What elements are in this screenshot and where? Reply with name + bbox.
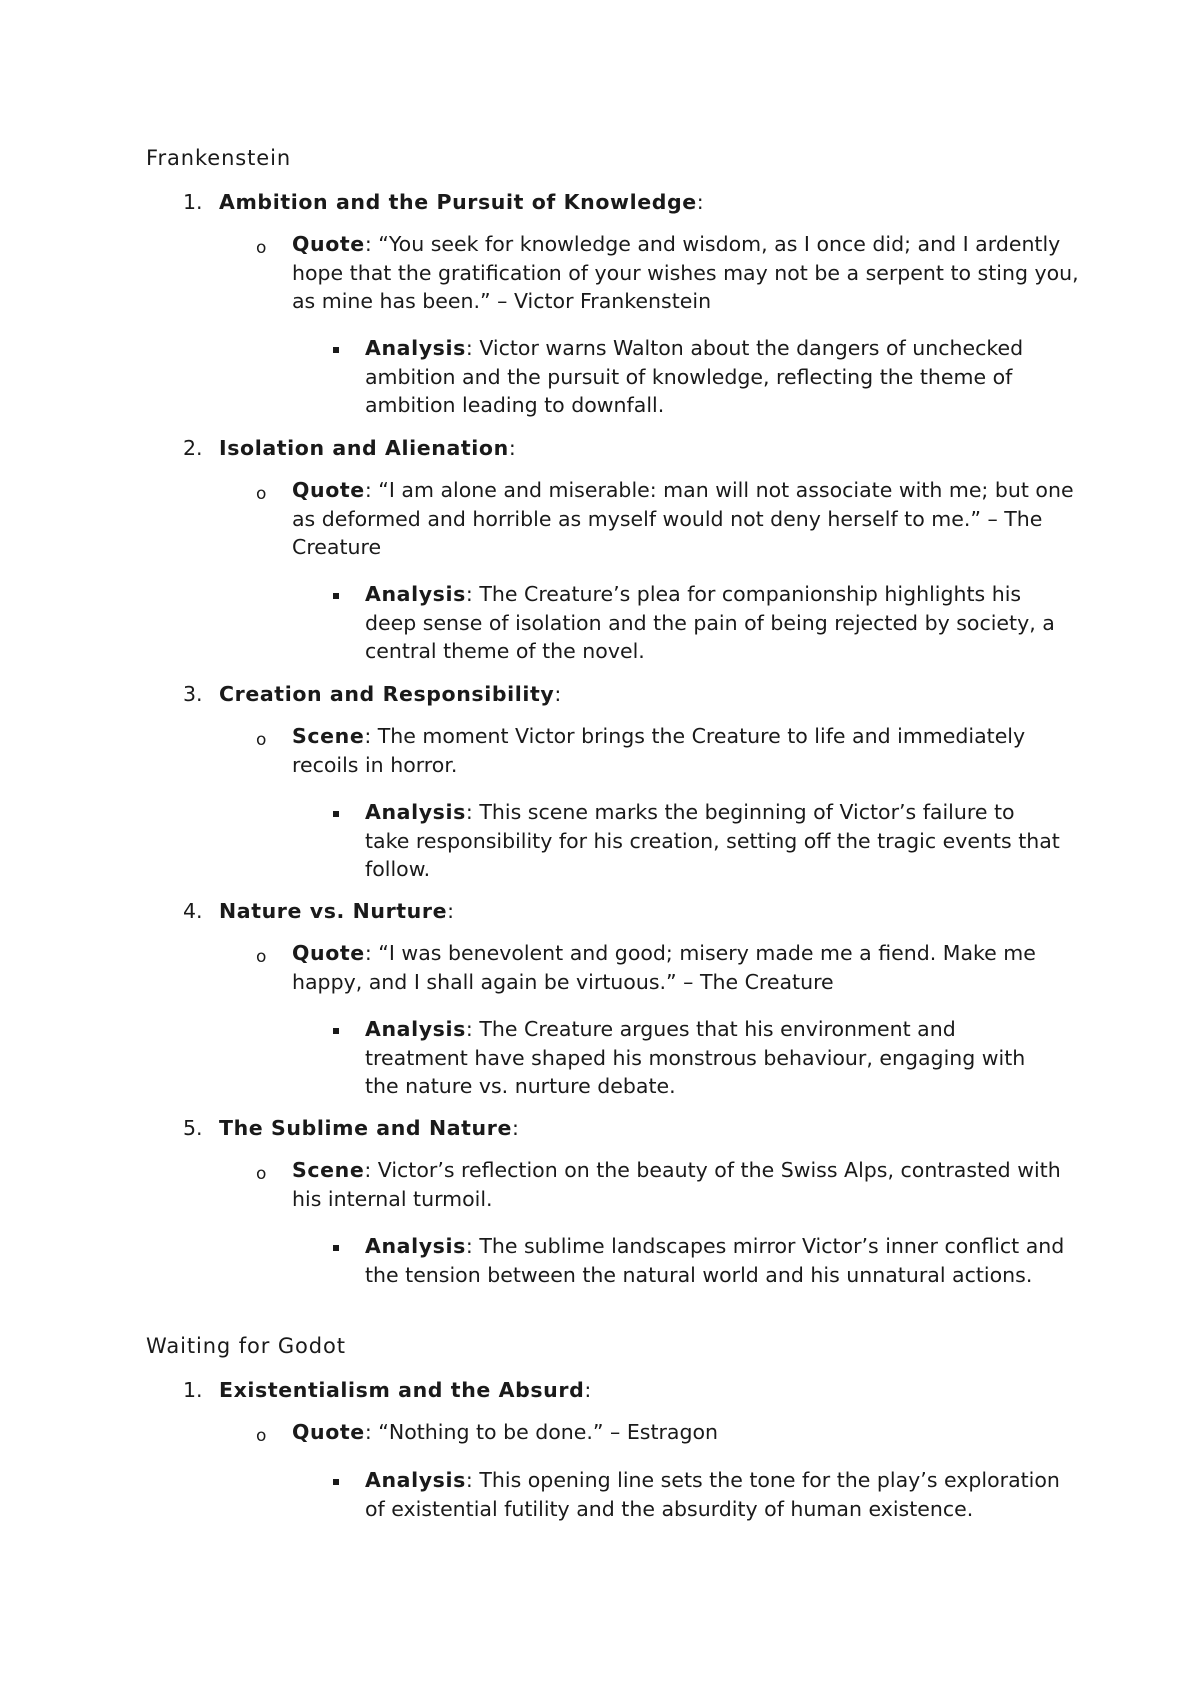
quote-text: “I am alone and miserable: man will not associate with me; but one as deformed and horrible as myself would not deny herself to me.” – The Creature [292,478,1074,559]
item-title: The Sublime and Nature [219,1116,512,1140]
scene-block: Scene: The moment Victor brings the Creature to life and immediately recoils in horror. [292,724,1026,777]
item-heading: 5. The Sublime and Nature: [183,1116,519,1140]
analysis-label: Analysis [365,1017,466,1041]
scene-label: Scene [292,1158,365,1182]
item-title: Creation and Responsibility [219,682,555,706]
quote-label: Quote [292,232,365,256]
circle-bullet-icon: o [256,1164,267,1184]
quote-text: “Nothing to be done.” – Estragon [378,1420,719,1444]
quote-label: Quote [292,478,365,502]
analysis-block: Analysis: Victor warns Walton about the dangers of unchecked ambition and the pursuit of knowledge, reflecting the theme of ambition leading to downfall. [365,336,1024,417]
square-bullet-icon [333,811,339,817]
analysis-label: Analysis [365,1468,466,1492]
analysis-block: Analysis: The sublime landscapes mirror Victor’s inner conflict and the tension between the natural world and his unnatural actions. [365,1234,1065,1287]
square-bullet-icon [333,1028,339,1034]
analysis-text: This scene marks the beginning of Victor’s failure to take responsibility for his creation, setting off the tragic events that follow. [365,800,1060,881]
item-number: 4. [183,899,203,923]
analysis-label: Analysis [365,582,466,606]
analysis-text: The Creature’s plea for companionship highlights his deep sense of isolation and the pain of being rejected by society, a central theme of the novel. [365,582,1055,663]
circle-bullet-icon: o [256,484,267,504]
scene-text: Victor’s reflection on the beauty of the Swiss Alps, contrasted with his internal turmoil. [292,1158,1061,1211]
quote-block: Quote: “I am alone and miserable: man will not associate with me; but one as deformed and horrible as myself would not deny herself to me.” – The Creature [292,478,1074,559]
circle-bullet-icon: o [256,1426,267,1446]
quote-block: Quote: “You seek for knowledge and wisdom, as I once did; and I ardently hope that the gratification of your wishes may not be a serpent to sting you, as mine has been.” – Victor Frankenstein [292,232,1079,313]
section-title: Frankenstein [146,146,292,170]
analysis-block: Analysis: The Creature argues that his environment and treatment have shaped his monstrous behaviour, engaging with the nature vs. nurture debate. [365,1017,1026,1098]
quote-text: “I was benevolent and good; misery made me a fiend. Make me happy, and I shall again be virtuous.” – The Creature [292,941,1036,994]
quote-block: Quote: “Nothing to be done.” – Estragon [292,1420,719,1444]
item-heading: 2. Isolation and Alienation: [183,436,516,460]
quote-block: Quote: “I was benevolent and good; misery made me a fiend. Make me happy, and I shall again be virtuous.” – The Creature [292,941,1036,994]
analysis-block: Analysis: The Creature’s plea for companionship highlights his deep sense of isolation and the pain of being rejected by society, a central theme of the novel. [365,582,1055,663]
item-number: 5. [183,1116,203,1140]
analysis-block: Analysis: This scene marks the beginning of Victor’s failure to take responsibility for his creation, setting off the tragic events that follow. [365,800,1060,881]
analysis-label: Analysis [365,800,466,824]
analysis-text: The Creature argues that his environment and treatment have shaped his monstrous behaviour, engaging with the nature vs. nurture debate. [365,1017,1026,1098]
analysis-text: This opening line sets the tone for the play’s exploration of existential futility and the absurdity of human existence. [365,1468,1060,1521]
item-heading: 4. Nature vs. Nurture: [183,899,455,923]
square-bullet-icon [333,593,339,599]
item-heading: 1. Existentialism and the Absurd: [183,1378,592,1402]
quote-label: Quote [292,941,365,965]
analysis-label: Analysis [365,1234,466,1258]
scene-text: The moment Victor brings the Creature to life and immediately recoils in horror. [292,724,1026,777]
square-bullet-icon [333,347,339,353]
quote-label: Quote [292,1420,365,1444]
item-heading: 3. Creation and Responsibility: [183,682,562,706]
item-number: 1. [183,1378,203,1402]
analysis-block: Analysis: This opening line sets the tone for the play’s exploration of existential futility and the absurdity of human existence. [365,1468,1060,1521]
analysis-label: Analysis [365,336,466,360]
item-number: 1. [183,190,203,214]
item-title: Ambition and the Pursuit of Knowledge [219,190,697,214]
scene-block: Scene: Victor’s reflection on the beauty of the Swiss Alps, contrasted with his internal turmoil. [292,1158,1061,1211]
section-title: Waiting for Godot [146,1334,346,1358]
item-title: Isolation and Alienation [219,436,509,460]
item-heading: 1. Ambition and the Pursuit of Knowledge: [183,190,704,214]
quote-text: “You seek for knowledge and wisdom, as I once did; and I ardently hope that the gratification of your wishes may not be a serpent to sting you, as mine has been.” – Victor Frankenstein [292,232,1079,313]
circle-bullet-icon: o [256,947,267,967]
analysis-text: Victor warns Walton about the dangers of unchecked ambition and the pursuit of knowledge, reflecting the theme of ambition leading to downfall. [365,336,1024,417]
item-number: 2. [183,436,203,460]
circle-bullet-icon: o [256,730,267,750]
item-title: Existentialism and the Absurd [219,1378,585,1402]
analysis-text: The sublime landscapes mirror Victor’s inner conflict and the tension between the natural world and his unnatural actions. [365,1234,1065,1287]
item-title: Nature vs. Nurture [219,899,448,923]
square-bullet-icon [333,1479,339,1485]
square-bullet-icon [333,1245,339,1251]
scene-label: Scene [292,724,365,748]
item-number: 3. [183,682,203,706]
circle-bullet-icon: o [256,238,267,258]
